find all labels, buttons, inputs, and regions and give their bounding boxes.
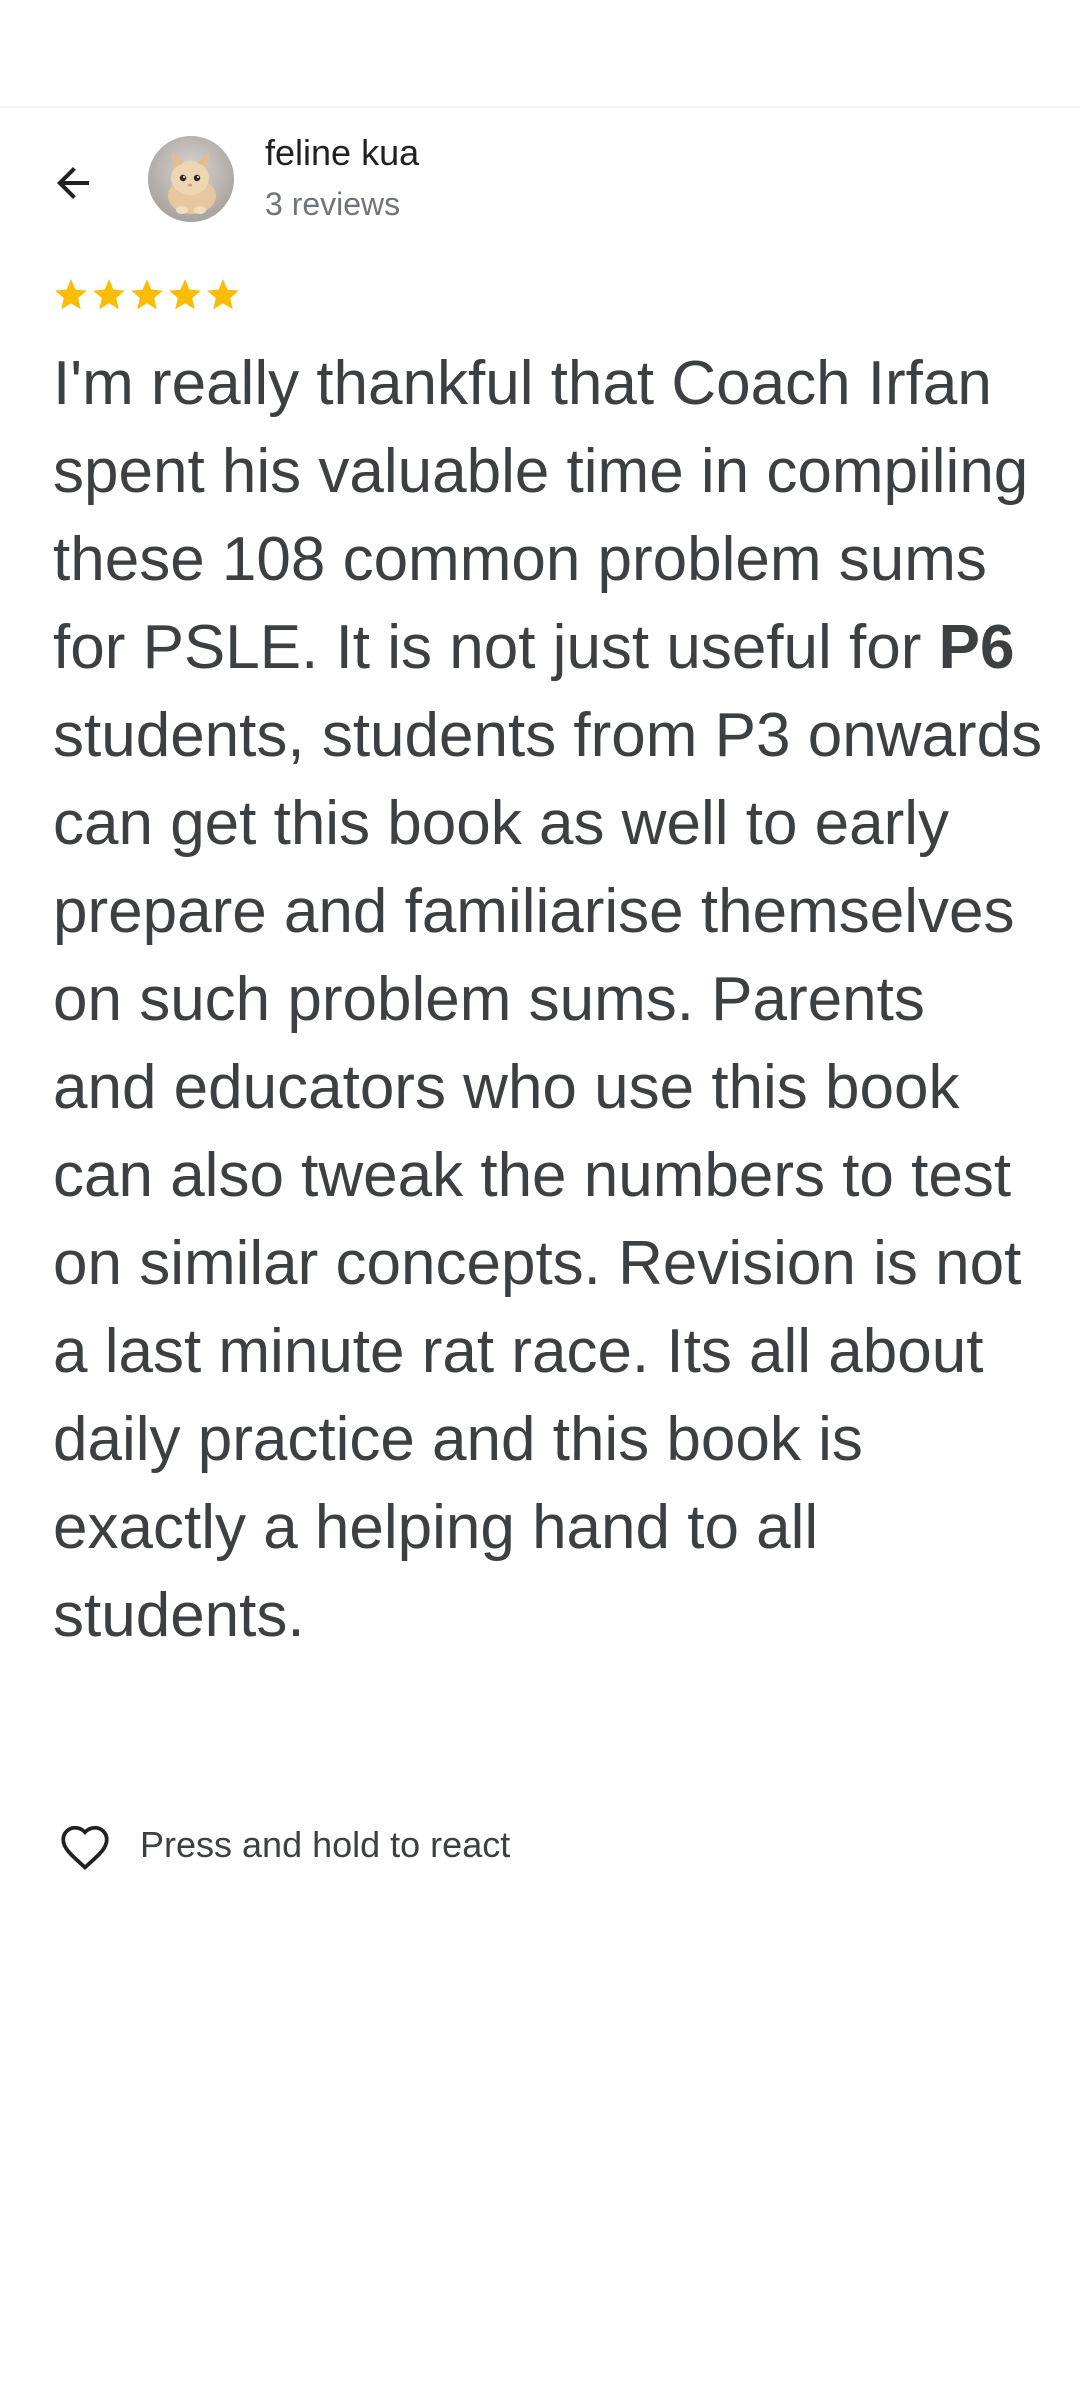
review-header	[0, 132, 1080, 228]
review-text-part: students, students from P3 onwards can get this book as well to early prepare and familiarise themselves on such problem sums. Parents and educators who use this book can also tweak the numbers to test on similar concepts. Revision is not a last minute rat race. Its all about daily practice and this book is exactly a helping hand to all students.	[53, 701, 1043, 1650]
review-text-part: I'm really thankful that Coach Irfan spent his valuable time in compiling these 108 common problem sums for PSLE. It is not just useful for	[53, 349, 1029, 682]
back-button[interactable]	[40, 150, 106, 216]
top-divider	[0, 106, 1080, 108]
kitten-avatar-image	[148, 136, 234, 222]
star-icon	[166, 276, 204, 314]
star-icon	[128, 276, 166, 314]
star-icon	[204, 276, 242, 314]
avatar[interactable]	[148, 136, 234, 222]
star-icon	[52, 276, 90, 314]
review-text-bold: P6	[938, 613, 1015, 682]
react-button[interactable]	[56, 1816, 510, 1874]
arrow-left-icon	[49, 159, 97, 207]
star-icon	[90, 276, 128, 314]
heart-outline-icon	[56, 1819, 114, 1871]
star-rating	[52, 276, 242, 320]
reviewer-name[interactable]: feline kua	[265, 132, 420, 173]
reviewer-review-count: 3 reviews	[265, 186, 401, 222]
review-text	[53, 340, 1043, 1660]
react-label: Press and hold to react	[140, 1824, 511, 1865]
